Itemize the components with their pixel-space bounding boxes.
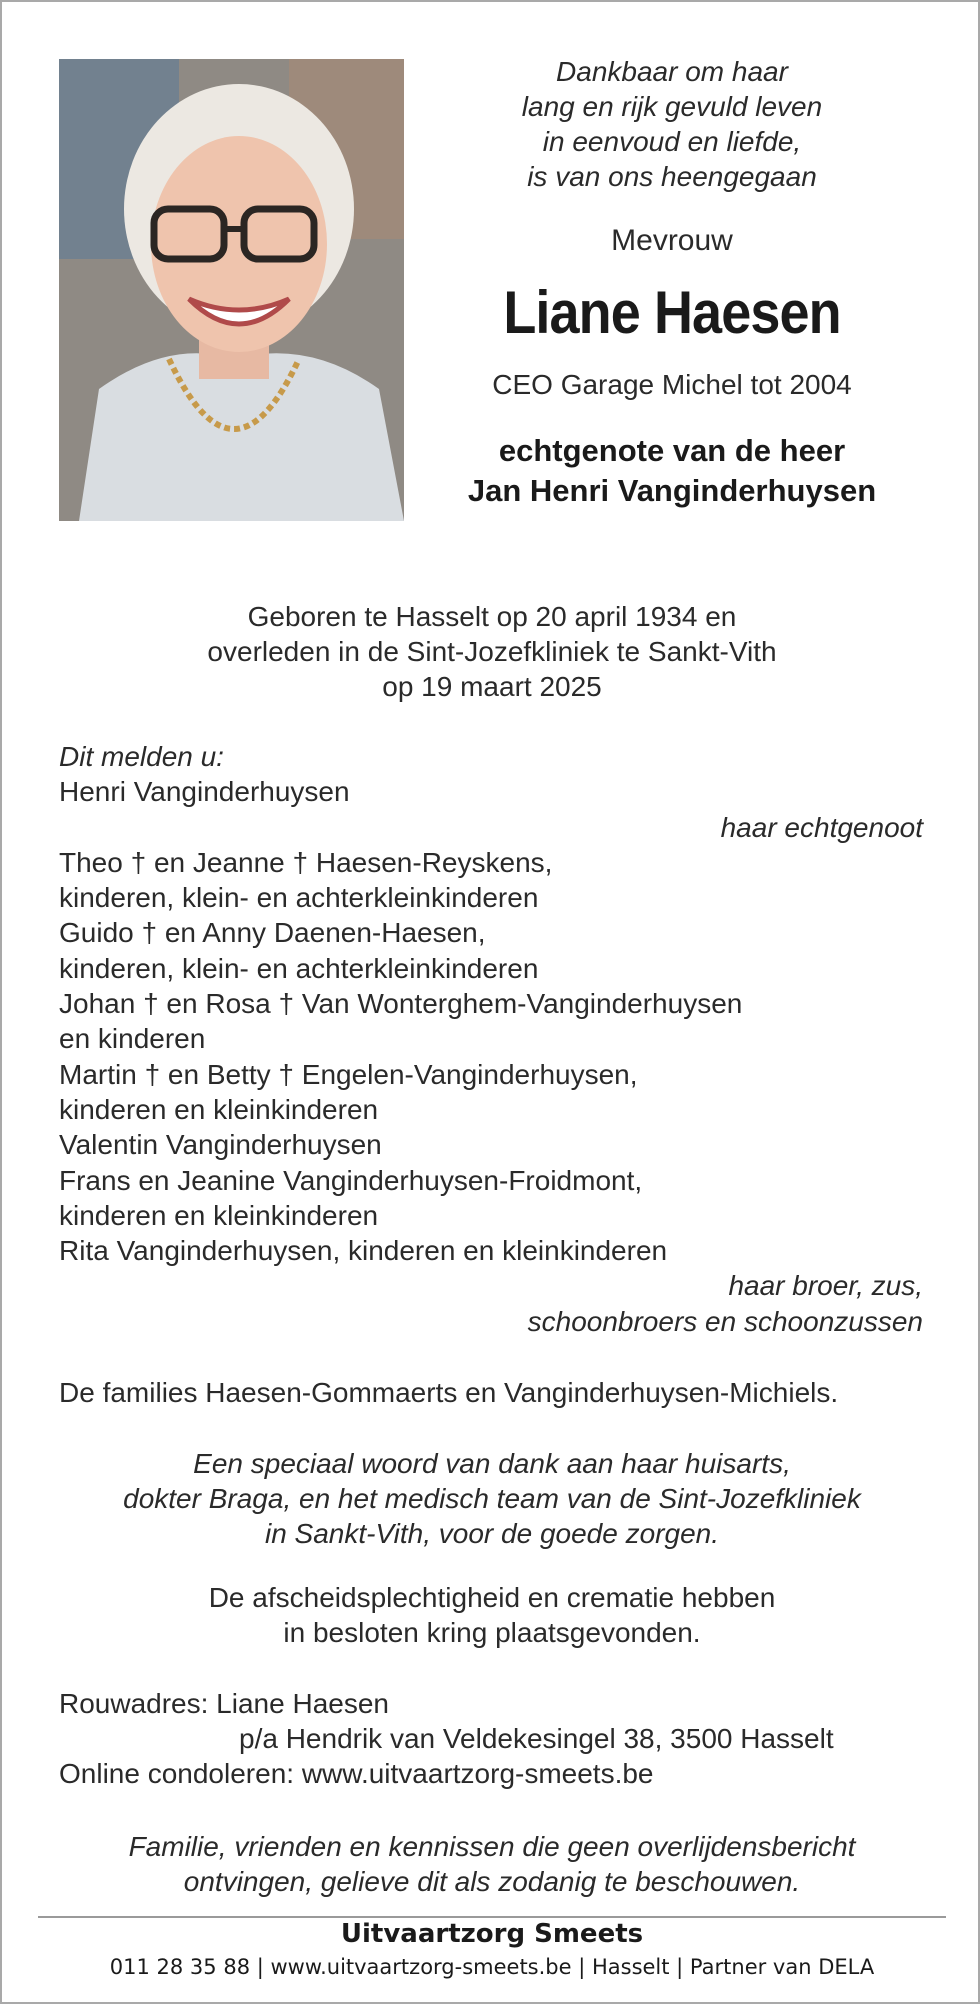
closing-note: Familie, vrienden en kennissen die geen overlijdensbericht ontvingen, gelieve dit als zodanig te beschouwen. (128, 1831, 856, 1897)
family-role: schoonbroers en schoonzussen (527, 1305, 923, 1337)
birth-death-info: Geboren te Hasselt op 20 april 1934 en overleden in de Sint-Jozefkliniek te Sankt-Vith op 19 maart 2025 (207, 601, 777, 702)
header-text (422, 54, 922, 511)
husband-role: haar echtgenoot (720, 811, 923, 843)
family-line: kinderen, klein- en achterkleinkinderen (59, 882, 539, 914)
family-line: Frans en Jeanine Vanginderhuysen-Froidmont, (59, 1164, 643, 1196)
family-line: Guido † en Anny Daenen-Haesen, (59, 917, 486, 949)
intro-verse: Dankbaar om haar lang en rijk gevuld leven in eenvoud en liefde, is van ons heengegaan (521, 56, 823, 192)
family-line: Valentin Vanginderhuysen (59, 1129, 382, 1161)
address-line: Rouwadres: Liane Haesen (59, 1688, 389, 1719)
family-line: kinderen, klein- en achterkleinkinderen (59, 952, 539, 984)
family-line: kinderen en kleinkinderen (59, 1199, 379, 1231)
mourning-address (59, 1686, 903, 1791)
announce-lead: Dit melden u: (59, 741, 224, 772)
family-line: kinderen en kleinkinderen (59, 1093, 379, 1125)
spouse-line: echtgenote van de heer Jan Henri Vanginderhuysen (467, 433, 877, 508)
family-line: Martin † en Betty † Engelen-Vanginderhuysen, (59, 1058, 638, 1090)
address-line: p/a Hendrik van Veldekesingel 38, 3500 Hasselt (239, 1723, 834, 1754)
ceremony-info: De afscheidsplechtigheid en crematie hebben in besloten kring plaatsgevonden. (208, 1582, 776, 1648)
family-announcement (59, 739, 923, 1339)
condolence-link[interactable]: Online condoleren: www.uitvaartzorg-smeets.be (59, 1758, 654, 1789)
family-line: Rita Vanginderhuysen, kinderen en kleinkinderen (59, 1235, 668, 1267)
funeral-home-contact: 011 28 35 88 | www.uitvaartzorg-smeets.be | Hasselt | Partner van DELA (109, 1955, 875, 1979)
funeral-home-name: Uitvaartzorg Smeets (340, 1919, 644, 1949)
honorific: Mevrouw (611, 224, 733, 257)
families-line: De families Haesen-Gommaerts en Vanginderhuysen-Michiels. (59, 1377, 839, 1408)
family-role: haar broer, zus, (728, 1270, 923, 1302)
thanks-message: Een speciaal woord van dank aan haar huisarts, dokter Braga, en het medisch team van de Sint-Jozefkliniek in Sankt-Vith, voor de goede zorgen. (123, 1448, 861, 1549)
deceased-name: Liane Haesen (503, 279, 841, 346)
deceased-role: CEO Garage Michel tot 2004 (492, 369, 852, 400)
husband-name: Henri Vanginderhuysen (59, 776, 350, 808)
family-line: Theo † en Jeanne † Haesen-Reyskens, (59, 846, 553, 878)
portrait-photo (59, 59, 404, 521)
family-line: en kinderen (59, 1023, 206, 1055)
family-line: Johan † en Rosa † Van Wonterghem-Vanginderhuysen (59, 988, 743, 1020)
footer-divider (38, 1916, 946, 1918)
